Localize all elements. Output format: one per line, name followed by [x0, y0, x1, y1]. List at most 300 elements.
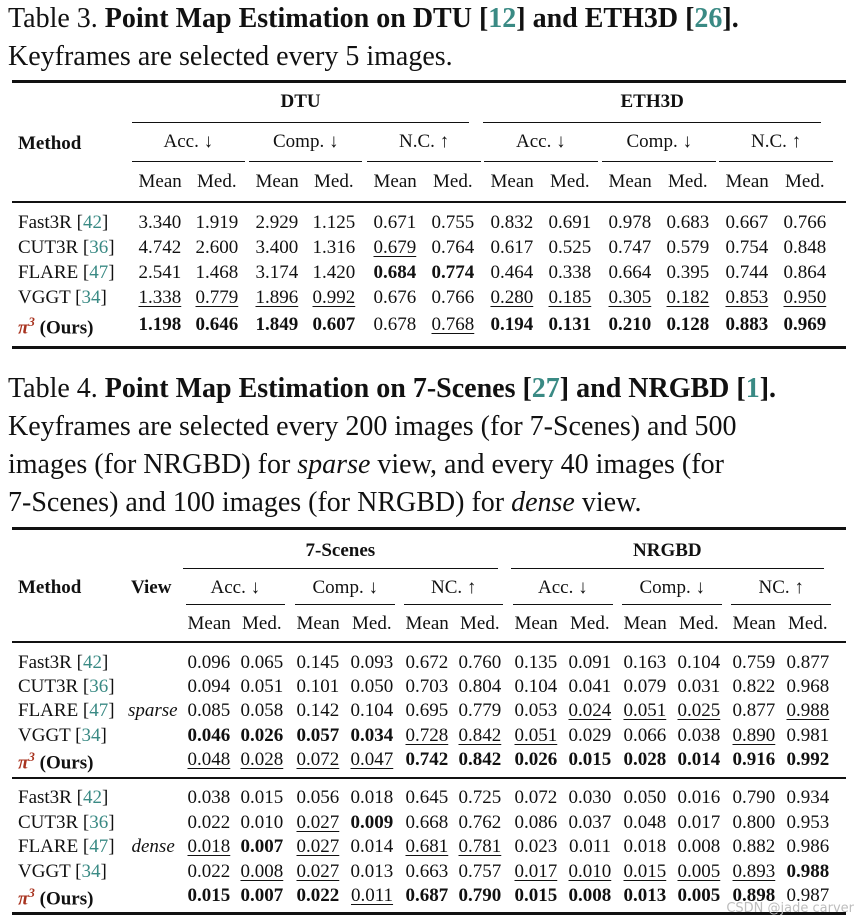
- method-cell: [18, 262, 115, 284]
- value-cell: 0.988: [786, 700, 830, 721]
- value-cell: 0.008: [568, 885, 612, 906]
- table4-title-a: Point Map Estimation on 7-Scenes [: [104, 373, 532, 404]
- method-cite[interactable]: 42: [82, 787, 102, 808]
- value-cell: 0.131: [548, 314, 592, 335]
- value-cell: 0.013: [350, 861, 394, 882]
- metric-rule: [731, 604, 831, 605]
- value-cell: 0.009: [350, 812, 394, 833]
- subheader-cell: Mean: [187, 613, 231, 634]
- table4-body-2a: images (for NRGBD) for: [8, 449, 298, 480]
- table3-title-b: ] and ETH3D [: [516, 3, 695, 34]
- method-cite[interactable]: 34: [81, 725, 101, 746]
- table3-caption: [8, 0, 858, 76]
- value-cell: 0.893: [732, 861, 776, 882]
- value-cell: 1.420: [312, 262, 356, 283]
- table4-title-c: ].: [759, 373, 777, 404]
- subheader-cell: Mean: [732, 613, 776, 634]
- metric-header: Comp. ↓: [312, 577, 378, 598]
- watermark: CSDN @jade carver: [726, 901, 854, 916]
- table4-sep-rule: [12, 777, 846, 779]
- value-cell: 0.822: [732, 676, 776, 697]
- metric-rule: [719, 161, 833, 162]
- group-rule: [483, 122, 821, 123]
- value-cell: 1.316: [312, 237, 356, 258]
- method-name: CUT3R [: [18, 812, 90, 833]
- value-cell: 0.877: [732, 700, 776, 721]
- value-cell: 0.853: [725, 287, 769, 308]
- subheader-cell: Med.: [668, 171, 708, 192]
- value-cell: 0.464: [490, 262, 534, 283]
- method-cell: [18, 314, 93, 339]
- method-cell: [18, 652, 108, 674]
- value-cell: 0.024: [568, 700, 612, 721]
- value-cell: 0.038: [677, 725, 721, 746]
- table4-cite-a[interactable]: 27: [531, 373, 560, 404]
- value-cell: 0.877: [786, 652, 830, 673]
- subheader-cell: Med.: [242, 613, 282, 634]
- value-cell: 0.882: [732, 836, 776, 857]
- value-cell: 0.676: [373, 287, 417, 308]
- value-cell: 0.163: [623, 652, 667, 673]
- metric-header: N.C. ↑: [399, 131, 450, 152]
- value-cell: 0.015: [514, 885, 558, 906]
- value-cell: 0.031: [677, 676, 721, 697]
- value-cell: 0.014: [350, 836, 394, 857]
- subheader-cell: Mean: [373, 171, 417, 192]
- value-cell: 0.022: [296, 885, 340, 906]
- subheader-cell: Med.: [679, 613, 719, 634]
- value-cell: 0.007: [240, 836, 284, 857]
- method-name: Fast3R [: [18, 787, 83, 808]
- value-cell: 0.013: [623, 885, 667, 906]
- value-cell: 3.174: [255, 262, 299, 283]
- value-cell: 0.038: [187, 787, 231, 808]
- pi3-superscript: 3: [28, 749, 35, 764]
- value-cell: 1.468: [195, 262, 239, 283]
- method-cite[interactable]: 47: [89, 836, 109, 857]
- subheader-cell: Med.: [433, 171, 473, 192]
- value-cell: 0.804: [458, 676, 502, 697]
- table4-body-3b: dense: [511, 487, 575, 518]
- table4-label: Table 4.: [8, 373, 98, 404]
- method-cite[interactable]: 47: [89, 700, 109, 721]
- table4-body-3a: 7-Scenes) and 100 images (for NRGBD) for: [8, 487, 512, 518]
- table3-cite-a[interactable]: 12: [488, 3, 517, 34]
- value-cell: 2.541: [138, 262, 182, 283]
- method-name: CUT3R [: [18, 237, 90, 258]
- view-label-dense: dense: [131, 836, 175, 857]
- method-cite-close: ]: [108, 676, 115, 697]
- metric-rule: [404, 604, 503, 605]
- value-cell: 0.094: [187, 676, 231, 697]
- value-cell: 0.678: [373, 314, 417, 335]
- table3-caption-body: Keyframes are selected every 5 images.: [8, 41, 453, 72]
- value-cell: 0.953: [786, 812, 830, 833]
- value-cell: 0.764: [431, 237, 475, 258]
- table4-caption-body-line2: [8, 446, 858, 484]
- subheader-cell: Med.: [314, 171, 354, 192]
- table4-body-2b: sparse: [297, 449, 371, 480]
- value-cell: 0.010: [240, 812, 284, 833]
- value-cell: 0.842: [458, 725, 502, 746]
- method-cite-close: ]: [108, 700, 115, 721]
- value-cell: 0.755: [431, 212, 475, 233]
- method-name: Fast3R [: [18, 652, 83, 673]
- table3-label: Table 3.: [8, 3, 98, 34]
- value-cell: 4.742: [138, 237, 182, 258]
- value-cell: 1.198: [138, 314, 182, 335]
- ours-label: (Ours): [34, 752, 94, 774]
- value-cell: 0.047: [350, 749, 394, 770]
- metric-rule: [602, 161, 716, 162]
- pi3-superscript: 3: [28, 314, 35, 329]
- metric-rule: [513, 604, 613, 605]
- value-cell: 0.028: [240, 749, 284, 770]
- value-cell: 0.101: [296, 676, 340, 697]
- value-cell: 0.030: [568, 787, 612, 808]
- method-cell: [18, 700, 115, 722]
- subheader-cell: Med.: [785, 171, 825, 192]
- method-cite[interactable]: 42: [82, 212, 102, 233]
- metric-header: Comp. ↓: [626, 131, 692, 152]
- value-cell: 0.053: [514, 700, 558, 721]
- value-cell: 0.065: [240, 652, 284, 673]
- value-cell: 3.400: [255, 237, 299, 258]
- table3-title-a: Point Map Estimation on DTU [: [104, 3, 489, 34]
- method-cell: [18, 836, 115, 858]
- subheader-cell: Med.: [197, 171, 237, 192]
- subheader-cell: Mean: [514, 613, 558, 634]
- table4-caption-body-line1: Keyframes are selected every 200 images (for 7-Scenes) and 500: [8, 411, 737, 442]
- method-name: VGGT [: [18, 287, 82, 308]
- ours-label: (Ours): [34, 888, 94, 910]
- group-rule: [511, 568, 824, 569]
- metric-header: N.C. ↑: [751, 131, 802, 152]
- value-cell: 0.014: [677, 749, 721, 770]
- value-cell: 0.057: [296, 725, 340, 746]
- group-header: ETH3D: [620, 91, 684, 112]
- value-cell: 0.050: [623, 787, 667, 808]
- method-cell: [18, 787, 108, 809]
- metric-rule: [622, 604, 722, 605]
- value-cell: 0.757: [458, 861, 502, 882]
- value-cell: 0.005: [677, 861, 721, 882]
- metric-rule: [186, 604, 285, 605]
- value-cell: 0.338: [548, 262, 592, 283]
- value-cell: 0.015: [240, 787, 284, 808]
- value-cell: 0.104: [514, 676, 558, 697]
- value-cell: 0.395: [666, 262, 710, 283]
- value-cell: 0.950: [783, 287, 827, 308]
- value-cell: 0.093: [350, 652, 394, 673]
- method-name: VGGT [: [18, 861, 82, 882]
- value-cell: 0.017: [677, 812, 721, 833]
- value-cell: 0.051: [514, 725, 558, 746]
- method-cell: [18, 812, 115, 834]
- table3-top-rule: [12, 80, 846, 83]
- value-cell: 0.066: [623, 725, 667, 746]
- value-cell: 0.672: [405, 652, 449, 673]
- value-cell: 0.668: [405, 812, 449, 833]
- value-cell: 0.695: [405, 700, 449, 721]
- value-cell: 2.600: [195, 237, 239, 258]
- value-cell: 0.987: [786, 885, 830, 906]
- value-cell: 0.934: [786, 787, 830, 808]
- value-cell: 0.992: [786, 749, 830, 770]
- view-label-sparse: sparse: [128, 700, 178, 721]
- value-cell: 0.018: [623, 836, 667, 857]
- subheader-cell: Med.: [460, 613, 500, 634]
- value-cell: 0.185: [548, 287, 592, 308]
- metric-header: NC. ↑: [758, 577, 804, 598]
- value-cell: 0.525: [548, 237, 592, 258]
- value-cell: 0.691: [548, 212, 592, 233]
- metric-header: NC. ↑: [431, 577, 477, 598]
- value-cell: 0.781: [458, 836, 502, 857]
- table4-title-b: ] and NRGBD [: [559, 373, 746, 404]
- method-cell: [18, 749, 93, 774]
- value-cell: 0.028: [623, 749, 667, 770]
- subheader-cell: Mean: [608, 171, 652, 192]
- table4-body-3c: view.: [574, 487, 642, 518]
- value-cell: 0.790: [458, 885, 502, 906]
- metric-header: Acc. ↓: [163, 131, 214, 152]
- value-cell: 0.022: [187, 812, 231, 833]
- value-cell: 0.085: [187, 700, 231, 721]
- subheader-cell: Med.: [788, 613, 828, 634]
- value-cell: 0.679: [373, 237, 417, 258]
- group-header: 7-Scenes: [305, 540, 376, 561]
- method-cell: [18, 287, 107, 309]
- value-cell: 0.779: [195, 287, 239, 308]
- method-cite[interactable]: 34: [81, 861, 101, 882]
- method-cite[interactable]: 36: [89, 676, 109, 697]
- value-cell: 0.142: [296, 700, 340, 721]
- value-cell: 0.015: [623, 861, 667, 882]
- value-cell: 0.645: [405, 787, 449, 808]
- method-cite[interactable]: 36: [89, 237, 109, 258]
- table3-caption-title: [8, 0, 858, 38]
- table4-bottom-rule: [12, 912, 846, 915]
- value-cell: 0.128: [666, 314, 710, 335]
- method-name: FLARE [: [18, 700, 90, 721]
- value-cell: 0.762: [458, 812, 502, 833]
- value-cell: 0.079: [623, 676, 667, 697]
- value-cell: 0.091: [568, 652, 612, 673]
- metric-rule: [295, 604, 395, 605]
- method-cite-close: ]: [101, 652, 109, 673]
- method-cite[interactable]: 47: [89, 262, 109, 283]
- metric-rule: [249, 161, 362, 162]
- value-cell: 0.305: [608, 287, 652, 308]
- group-header: DTU: [280, 91, 321, 112]
- value-cell: 2.929: [255, 212, 299, 233]
- value-cell: 0.005: [677, 885, 721, 906]
- value-cell: 0.026: [240, 725, 284, 746]
- group-header: NRGBD: [633, 540, 702, 561]
- subheader-cell: Mean: [138, 171, 182, 192]
- value-cell: 0.182: [666, 287, 710, 308]
- table4-top-rule: [12, 527, 846, 530]
- value-cell: 0.027: [296, 836, 340, 857]
- value-cell: 0.759: [732, 652, 776, 673]
- value-cell: 1.919: [195, 212, 239, 233]
- value-cell: 0.916: [732, 749, 776, 770]
- subheader-cell: Med.: [352, 613, 392, 634]
- method-cite-close: ]: [101, 787, 109, 808]
- value-cell: 0.744: [725, 262, 769, 283]
- value-cell: 0.864: [783, 262, 827, 283]
- method-cite[interactable]: 42: [82, 652, 102, 673]
- table4-caption-title: [8, 370, 858, 408]
- value-cell: 0.008: [240, 861, 284, 882]
- subheader-cell: Med.: [570, 613, 610, 634]
- subheader-cell: Mean: [490, 171, 534, 192]
- value-cell: 0.766: [783, 212, 827, 233]
- table4-cite-b[interactable]: 1: [745, 373, 760, 404]
- table3-cite-b[interactable]: 26: [694, 3, 723, 34]
- value-cell: 0.194: [490, 314, 534, 335]
- value-cell: 0.754: [725, 237, 769, 258]
- method-cite[interactable]: 34: [81, 287, 101, 308]
- method-cell: [18, 212, 108, 234]
- value-cell: 3.340: [138, 212, 182, 233]
- value-cell: 0.683: [666, 212, 710, 233]
- metric-header: Comp. ↓: [639, 577, 705, 598]
- table4-caption-body-line3: [8, 484, 858, 522]
- metric-header: Acc. ↓: [516, 131, 566, 152]
- value-cell: 0.050: [350, 676, 394, 697]
- value-cell: 0.029: [568, 725, 612, 746]
- value-cell: 0.883: [725, 314, 769, 335]
- method-name: Fast3R [: [18, 212, 83, 233]
- value-cell: 0.898: [732, 885, 776, 906]
- metric-header: Acc. ↓: [538, 577, 588, 598]
- method-cite-close: ]: [108, 812, 115, 833]
- value-cell: 0.104: [350, 700, 394, 721]
- value-cell: 1.338: [138, 287, 182, 308]
- subheader-cell: Mean: [255, 171, 299, 192]
- method-name: FLARE [: [18, 262, 90, 283]
- value-cell: 0.046: [187, 725, 231, 746]
- value-cell: 0.968: [786, 676, 830, 697]
- value-cell: 0.096: [187, 652, 231, 673]
- value-cell: 0.725: [458, 787, 502, 808]
- value-cell: 0.728: [405, 725, 449, 746]
- value-cell: 0.703: [405, 676, 449, 697]
- value-cell: 0.018: [350, 787, 394, 808]
- value-cell: 0.747: [608, 237, 652, 258]
- value-cell: 0.023: [514, 836, 558, 857]
- value-cell: 0.978: [608, 212, 652, 233]
- method-cite[interactable]: 36: [89, 812, 109, 833]
- value-cell: 0.058: [240, 700, 284, 721]
- value-cell: 0.015: [187, 885, 231, 906]
- value-cell: 0.646: [195, 314, 239, 335]
- table4-body-2c: view, and every 40 images (for: [370, 449, 724, 480]
- value-cell: 0.072: [296, 749, 340, 770]
- subheader-cell: Mean: [296, 613, 340, 634]
- table3-mid-rule: [12, 201, 846, 203]
- value-cell: 0.742: [405, 749, 449, 770]
- value-cell: 0.026: [514, 749, 558, 770]
- value-cell: 0.135: [514, 652, 558, 673]
- table4-method-header: Method: [18, 577, 82, 598]
- value-cell: 0.607: [312, 314, 356, 335]
- method-cell: [18, 725, 107, 747]
- value-cell: 0.768: [431, 314, 475, 335]
- value-cell: 0.104: [677, 652, 721, 673]
- value-cell: 1.849: [255, 314, 299, 335]
- value-cell: 0.011: [351, 885, 394, 906]
- value-cell: 0.988: [786, 861, 830, 882]
- table4-caption: [8, 370, 858, 522]
- metric-rule: [367, 161, 481, 162]
- value-cell: 0.041: [568, 676, 612, 697]
- value-cell: 0.056: [296, 787, 340, 808]
- method-name: FLARE [: [18, 836, 90, 857]
- value-cell: 0.037: [568, 812, 612, 833]
- value-cell: 0.800: [732, 812, 776, 833]
- pi3-logo: π: [18, 752, 29, 774]
- method-cite-close: ]: [100, 861, 107, 882]
- value-cell: 0.760: [458, 652, 502, 673]
- value-cell: 0.832: [490, 212, 534, 233]
- value-cell: 0.766: [431, 287, 475, 308]
- method-cite-close: ]: [108, 237, 115, 258]
- table3-method-header: Method: [18, 133, 82, 154]
- value-cell: 0.025: [677, 700, 721, 721]
- value-cell: 0.210: [608, 314, 652, 335]
- value-cell: 0.027: [296, 812, 340, 833]
- value-cell: 0.048: [623, 812, 667, 833]
- value-cell: 0.018: [187, 836, 231, 857]
- value-cell: 0.687: [405, 885, 449, 906]
- table3-title-c: ].: [722, 3, 739, 34]
- value-cell: 0.008: [677, 836, 721, 857]
- value-cell: 0.684: [373, 262, 417, 283]
- value-cell: 0.051: [623, 700, 667, 721]
- value-cell: 0.280: [490, 287, 534, 308]
- value-cell: 0.011: [569, 836, 612, 857]
- table4-view-header: View: [131, 577, 172, 598]
- method-cell: [18, 237, 115, 259]
- metric-header: Comp. ↓: [273, 131, 339, 152]
- value-cell: 0.007: [240, 885, 284, 906]
- pi3-superscript: 3: [28, 885, 35, 900]
- value-cell: 0.051: [240, 676, 284, 697]
- method-name: VGGT [: [18, 725, 82, 746]
- value-cell: 0.034: [350, 725, 394, 746]
- table3: [12, 80, 846, 352]
- value-cell: 0.579: [666, 237, 710, 258]
- value-cell: 0.016: [677, 787, 721, 808]
- method-cell: [18, 676, 115, 698]
- subheader-cell: Med.: [550, 171, 590, 192]
- method-cell: [18, 885, 93, 910]
- value-cell: 0.072: [514, 787, 558, 808]
- value-cell: 0.890: [732, 725, 776, 746]
- value-cell: 0.986: [786, 836, 830, 857]
- subheader-cell: Mean: [725, 171, 769, 192]
- metric-header: Acc. ↓: [210, 577, 261, 598]
- value-cell: 0.779: [458, 700, 502, 721]
- value-cell: 0.015: [568, 749, 612, 770]
- value-cell: 1.896: [255, 287, 299, 308]
- table3-bottom-rule: [12, 346, 846, 349]
- method-cell: [18, 861, 107, 883]
- method-cite-close: ]: [108, 836, 115, 857]
